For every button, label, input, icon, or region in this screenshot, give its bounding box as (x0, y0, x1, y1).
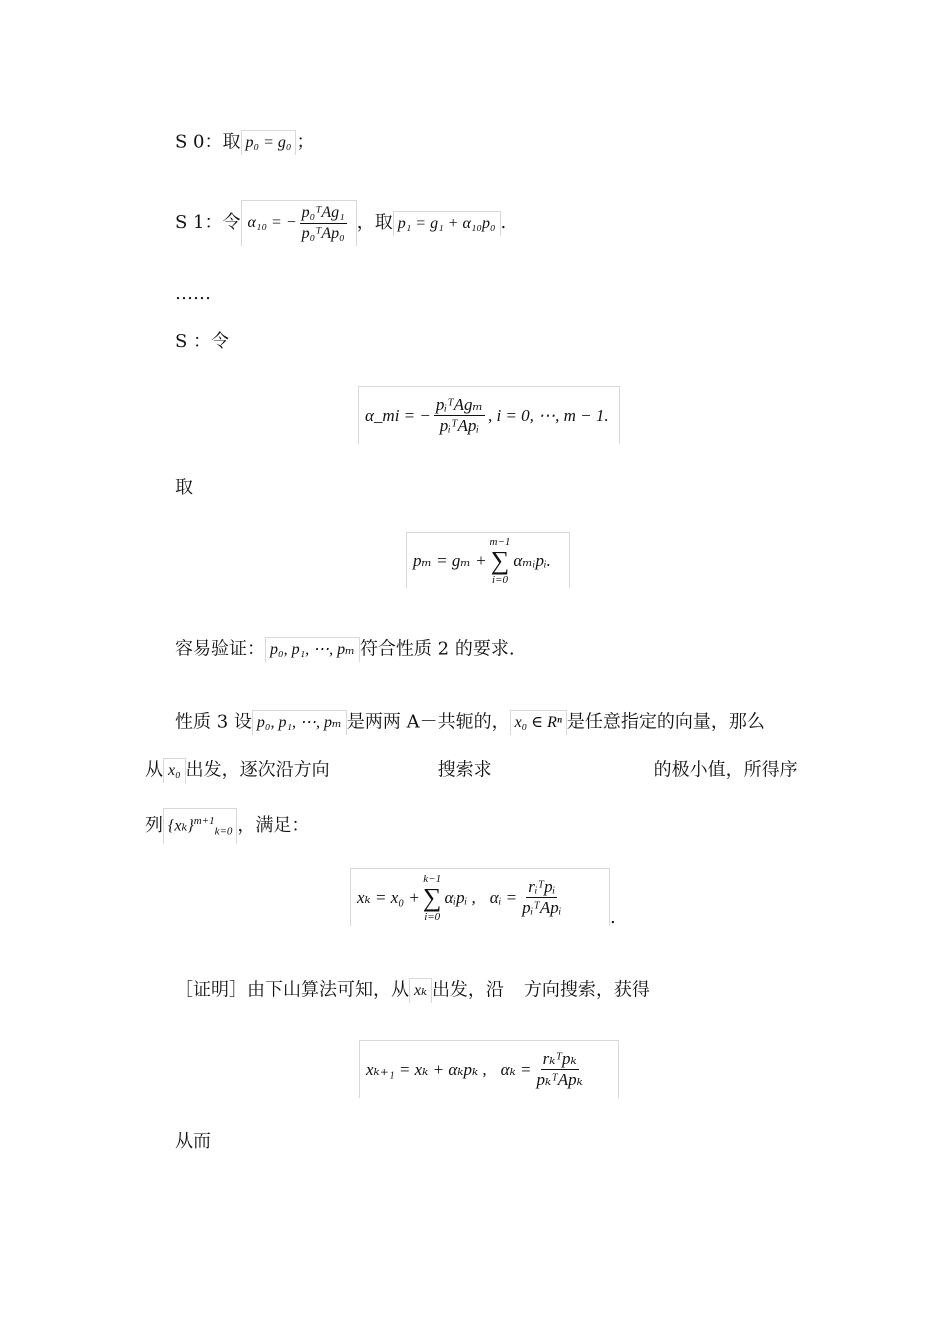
prop3-line1 (175, 710, 765, 735)
sum-upper-limit-2: k−1 (423, 872, 442, 885)
formula-xk (350, 868, 610, 926)
seq-sub: k=0 (214, 825, 233, 838)
alpha-mi-denominator: pᵢᵀApᵢ (439, 416, 480, 435)
prop3-post: 是任意指定的向量，那么 (566, 711, 765, 733)
alpha-k-denominator: pₖᵀApₖ (536, 1070, 583, 1089)
line3-pre: 列 (145, 814, 163, 836)
xk1-lhs: xₖ₊₁ = xₖ + αₖpₖ , (366, 1059, 487, 1079)
alpha-i-numerator: rᵢᵀpᵢ (528, 877, 556, 896)
verify-pre: 容易验证： (175, 638, 265, 660)
seq-sup: m+1 (193, 815, 215, 827)
line2-c: 的极小值，所得序 (653, 759, 798, 781)
prop3-line2 (145, 758, 798, 783)
pm-lhs: pₘ = gₘ + (413, 550, 487, 570)
formula-p-list: p₀, p₁, ⋯, pₘ (265, 637, 360, 662)
sum-lower-limit: i=0 (491, 573, 508, 586)
proof-line (175, 978, 650, 1003)
formula-alpha10 (241, 200, 357, 246)
formula-p0-eq-g0: p₀ = g₀ (241, 130, 297, 155)
alpha-k-numerator: rₖᵀpₖ (542, 1049, 577, 1068)
punct: . (500, 212, 507, 233)
xk-end-punct: . (610, 907, 616, 928)
step-s0-label: S 0：取 (175, 131, 241, 153)
formula-xk-sequence (163, 808, 237, 844)
xk-term: αᵢpᵢ , (444, 887, 476, 907)
formula-xk1 (359, 1040, 619, 1098)
alpha10-denominator: p₀ᵀAp₀ (301, 225, 345, 242)
verify-post: 符合性质 2 的要求. (359, 638, 515, 660)
xk-lhs: xₖ = x₀ + (357, 887, 420, 907)
proof-mid: 出发，沿 (431, 979, 504, 1001)
punct: ； (296, 131, 315, 153)
step-s1 (175, 200, 506, 246)
alpha-mi-condition: , i = 0, ⋯, m − 1. (487, 405, 609, 425)
prop3-line3 (145, 808, 309, 844)
verify-line (175, 637, 515, 662)
proof-post: 方向搜索，获得 (523, 979, 650, 1001)
formula-x0: x₀ (163, 758, 186, 783)
seq-body: {xₖ} (168, 817, 194, 835)
line3-post: ，满足： (237, 814, 310, 836)
alpha-i-lhs: αᵢ = (489, 887, 518, 907)
formula-p1: p₁ = g₁ + α₁₀p₀ (393, 211, 501, 236)
line2-a: 出发，逐次沿方向 (185, 759, 330, 781)
alpha-k-lhs: αₖ = (500, 1059, 532, 1079)
prop3-pre: 性质 3 设 (175, 711, 252, 733)
sum-symbol: ∑ (490, 545, 510, 575)
formula-xk-start: xₖ (409, 978, 432, 1003)
ellipsis: …… (175, 283, 211, 304)
sum-symbol-2: ∑ (422, 882, 442, 912)
alpha10-numerator: p₀ᵀAg₁ (300, 203, 347, 224)
line2-b: 搜索求 (437, 759, 492, 781)
sum-upper-limit: m−1 (489, 535, 511, 548)
prop3-mid: 是两两 A－共轭的， (346, 711, 510, 733)
step-s1-label: S 1：令 (175, 212, 241, 233)
step-s1-mid: ，取 (356, 212, 393, 233)
proof-pre: ［证明］由下山算法可知，从 (175, 979, 409, 1001)
alpha-i-denominator: pᵢᵀApᵢ (522, 898, 562, 917)
line2-pre: 从 (145, 759, 163, 781)
formula-pm (406, 532, 570, 588)
alpha10-lhs: α₁₀ = − (247, 214, 297, 232)
alpha-mi-lhs: α_mi = − (365, 405, 431, 425)
sum-lower-limit-2: i=0 (424, 910, 441, 923)
thus-label: 从而 (175, 1131, 211, 1152)
pm-term: αₘᵢpᵢ. (513, 550, 551, 570)
formula-x0-in-rn: x₀ ∈ Rⁿ (510, 710, 567, 735)
formula-alpha-mi (358, 386, 620, 444)
alpha-mi-numerator: pᵢᵀAgₘ (435, 395, 483, 414)
take-label: 取 (175, 477, 193, 498)
step-sm-label: S ：令 (175, 331, 230, 352)
formula-p-list-2: p₀, p₁, ⋯, pₘ (252, 710, 347, 735)
step-s0 (175, 130, 314, 155)
